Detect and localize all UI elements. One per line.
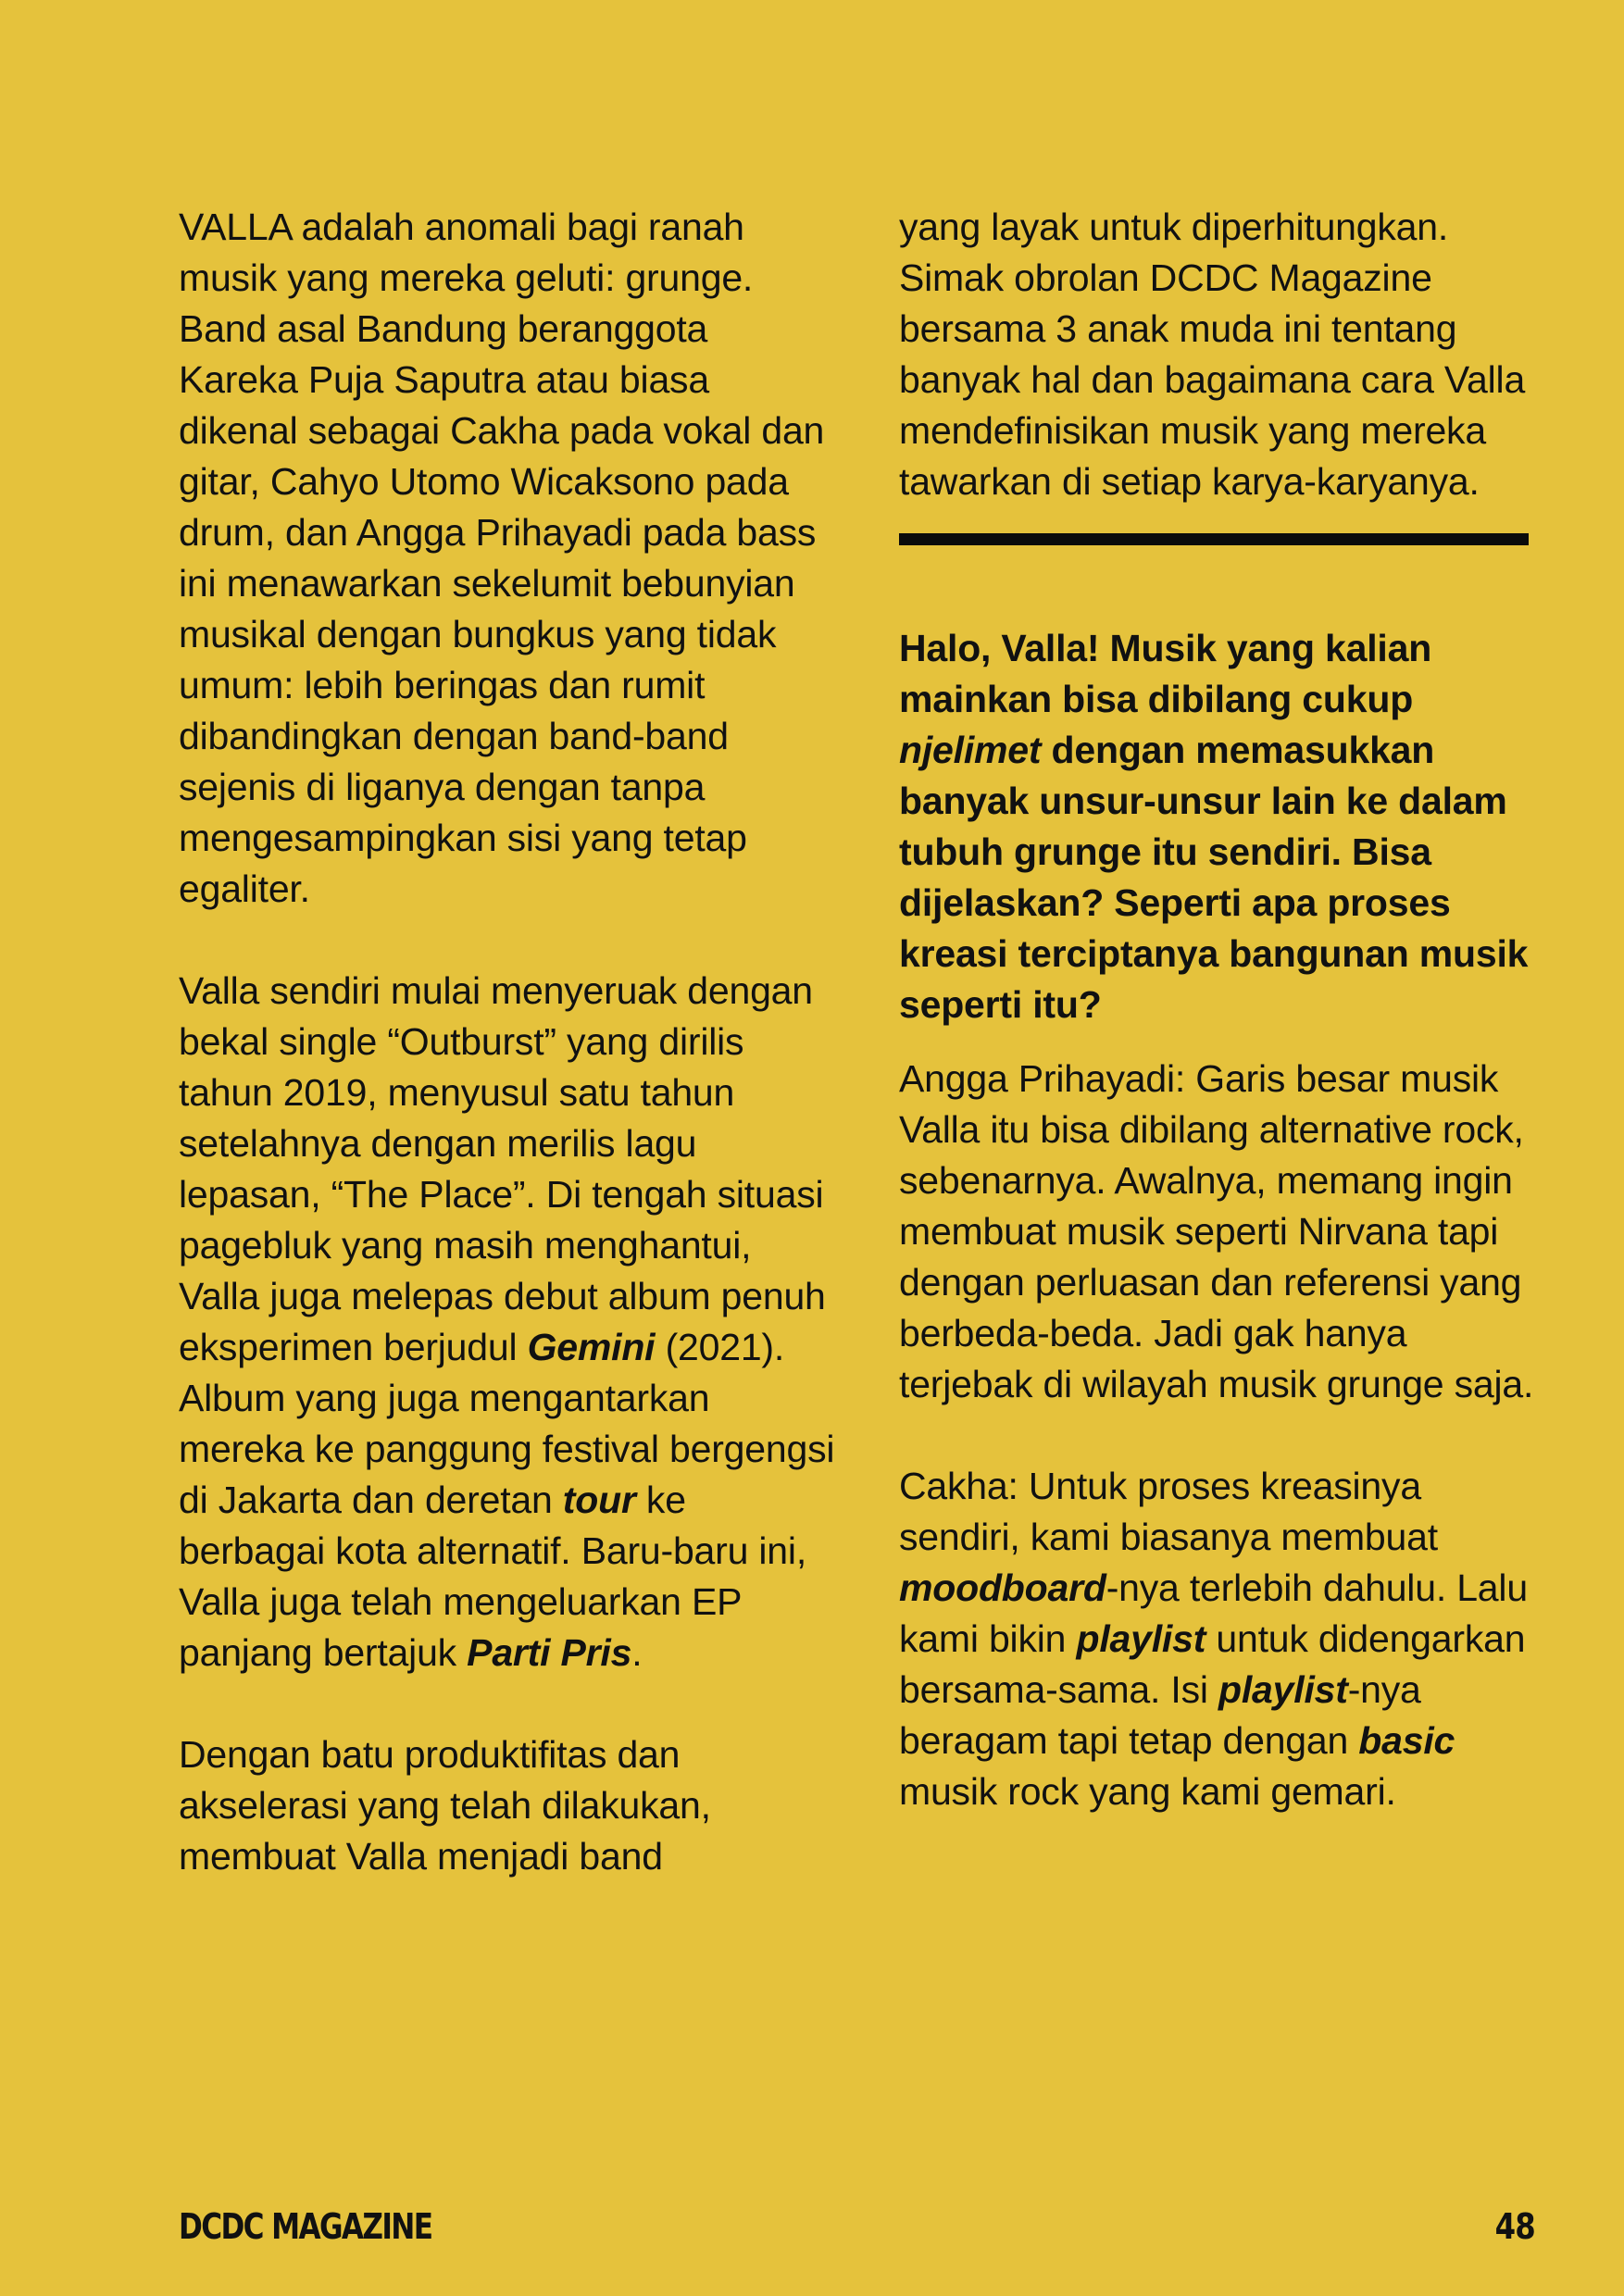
section-divider [899,533,1529,545]
page-number: 48 [1494,2206,1535,2247]
history-paragraph [179,966,836,1678]
text-segment: (2021). Album yang juga mengantarkan mereka ke panggung festival bergengsi di Jakarta dan deretan [179,1326,835,1521]
emphasis-playlist-2: playlist [1218,1668,1348,1711]
productivity-paragraph: Dengan batu produktifitas dan akselerasi yang telah dilakukan, membuat Valla menjadi band [179,1733,711,1878]
answer-angga: Angga Prihayadi: Garis besar musik Valla itu bisa dibilang alternative rock, sebenarnya. Awalnya, memang ingin membuat musik seperti Nirvana tapi dengan perluasan dan referensi yang berbeda-beda. Jadi gak hanya terjebak di wilayah musik grunge saja. [899,1057,1534,1405]
ep-title-parti-pris: Parti Pris [467,1631,632,1674]
emphasis-basic: basic [1358,1719,1455,1762]
text-segment: . [631,1631,643,1674]
text-segment: dengan memasukkan banyak unsur-unsur lain ke dalam tubuh grunge itu sendiri. Bisa dijelaskan? Seperti apa proses kreasi terciptanya bangunan musik seperti itu? [899,729,1529,1026]
continuation-paragraph: yang layak untuk diperhitungkan. Simak obrolan DCDC Magazine bersama 3 anak muda ini tentang banyak hal dan bagaimana cara Valla mendefinisikan musik yang mereka tawarkan di setiap karya-karyanya. [899,206,1526,503]
right-column [899,202,1547,1817]
emphasis-tour: tour [562,1479,636,1521]
text-segment: untuk didengarkan bersama-sama. Isi [899,1617,1526,1711]
text-segment: -nya terlebih dahulu. Lalu kami bikin [899,1566,1528,1660]
album-title-gemini: Gemini [527,1326,656,1368]
text-segment: -nya beragam tapi tetap dengan [899,1668,1421,1762]
left-column [179,202,836,1882]
text-segment: Halo, Valla! Musik yang kalian mainkan bisa dibilang cukup [899,627,1432,720]
interview-question [899,623,1547,1030]
text-segment: Valla sendiri mulai menyeruak dengan bekal single “Outburst” yang dirilis tahun 2019, menyusul satu tahun setelahnya dengan merilis lagu lepasan, “The Place”. Di tengah situasi pagebluk yang masih menghantui, Valla juga melepas debut album penuh eksperimen berjudul [179,969,826,1368]
intro-paragraph: VALLA adalah anomali bagi ranah musik yang mereka geluti: grunge. Band asal Bandung beranggota Kareka Puja Saputra atau biasa dikenal sebagai Cakha pada vokal dan gitar, Cahyo Utomo Wicaksono pada drum, dan Angga Prihayadi pada bass ini menawarkan sekelumit bebunyian musikal dengan bungkus yang tidak umum: lebih beringas dan rumit dibandingkan dengan band-band sejenis di liganya dengan tanpa mengesampingkan sisi yang tetap egaliter. [179,206,825,910]
emphasis-njelimet: njelimet [899,729,1042,771]
emphasis-playlist: playlist [1076,1617,1206,1660]
text-segment: musik rock yang kami gemari. [899,1770,1396,1813]
text-segment: Cakha: Untuk proses kreasinya sendiri, kami biasanya membuat [899,1465,1438,1558]
footer-brand: DCDC MAGAZINE [179,2206,432,2247]
text-segment: ke berbagai kota alternatif. Baru-baru ini, Valla juga telah mengeluarkan EP panjang bertajuk [179,1479,807,1674]
emphasis-moodboard: moodboard [899,1566,1106,1609]
answer-cakha [899,1461,1547,1817]
